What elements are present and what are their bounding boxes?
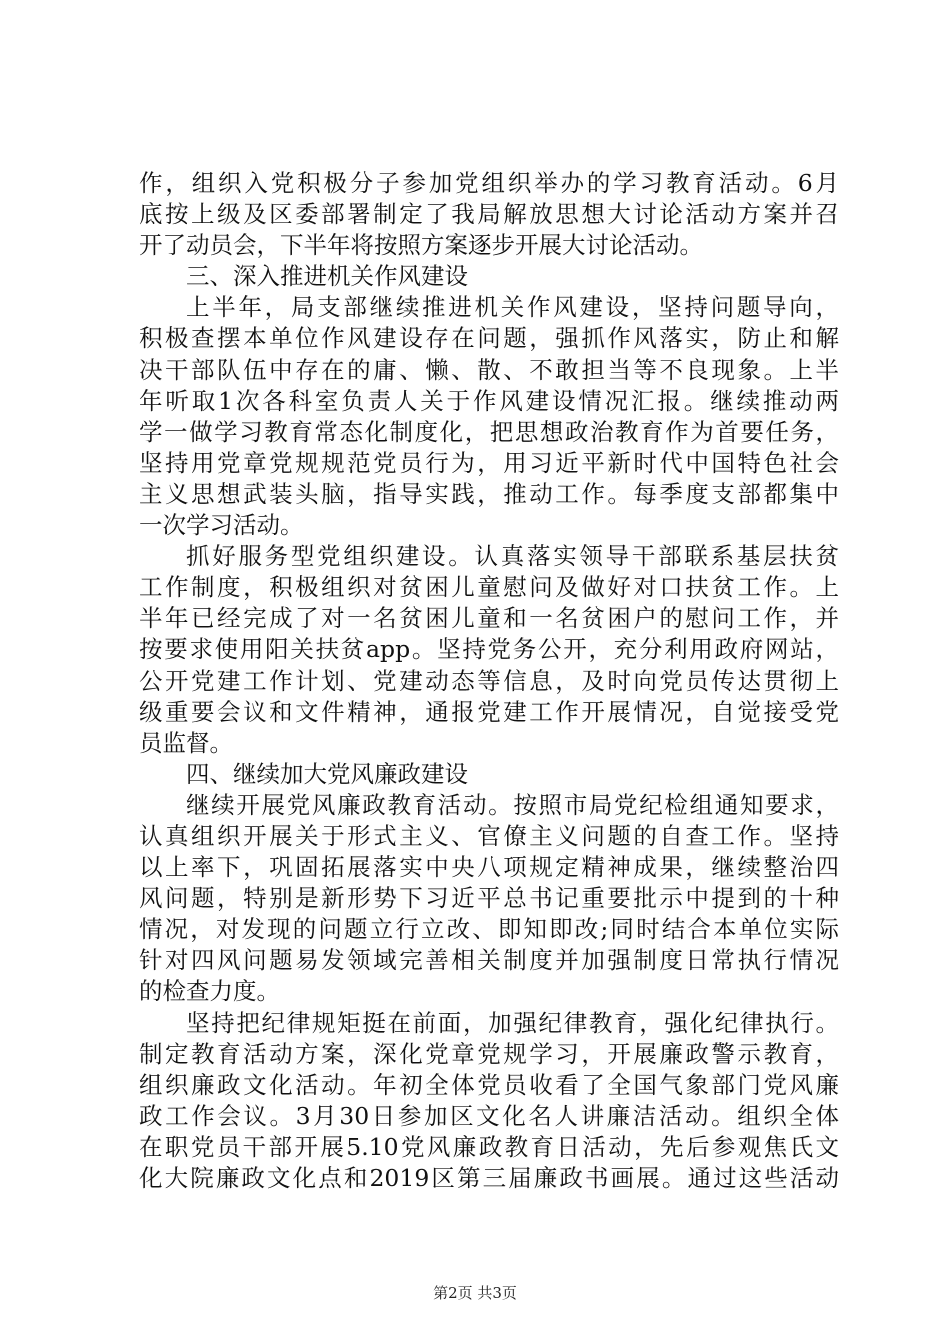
text-line: 抓好服务型党组织建设。认真落实领导干部联系基层扶贫 xyxy=(186,542,839,571)
text-line: 的检查力度。 xyxy=(139,977,280,1006)
text-line: 情况，对发现的问题立行立改、即知即改;同时结合本单位实际 xyxy=(139,915,839,944)
text-line: 以上率下，巩固拓展落实中央八项规定精神成果，继续整治四 xyxy=(139,853,839,882)
text-line: 在职党员干部开展5.10党风廉政教育日活动，先后参观焦氏文 xyxy=(139,1132,839,1161)
text-line: 化大院廉政文化点和2019区第三届廉政书画展。通过这些活动 xyxy=(139,1164,839,1192)
text-line: 风问题，特别是新形势下习近平总书记重要批示中提到的十种 xyxy=(139,884,839,913)
text-line: 决干部队伍中存在的庸、懒、散、不敢担当等不良现象。上半 xyxy=(139,355,839,384)
text-line: 主义思想武装头脑，指导实践，推动工作。每季度支部都集中 xyxy=(139,479,839,508)
text-line: 政工作会议。3月30日参加区文化名人讲廉洁活动。组织全体 xyxy=(139,1101,839,1130)
text-line: 员监督。 xyxy=(139,728,233,757)
text-line: 组织廉政文化活动。年初全体党员收看了全国气象部门党风廉 xyxy=(139,1070,839,1099)
paragraph xyxy=(139,292,839,541)
section-heading xyxy=(139,759,839,790)
paragraph xyxy=(139,1008,839,1195)
text-line: 年听取1次各科室负责人关于作风建设情况汇报。继续推动两 xyxy=(139,386,839,415)
text-line: 一次学习活动。 xyxy=(139,511,304,540)
paragraph xyxy=(139,790,839,1008)
text-line: 坚持把纪律规矩挺在前面，加强纪律教育，强化纪律执行。 xyxy=(186,1008,839,1037)
text-line: 级重要会议和文件精神，通报党建工作开展情况，自觉接受党 xyxy=(139,697,839,726)
text-line: 学一做学习教育常态化制度化，把思想政治教育作为首要任务， xyxy=(139,417,839,446)
text-line: 针对四风问题易发领域完善相关制度并加强制度日常执行情况 xyxy=(139,946,839,975)
text-line: 按要求使用阳关扶贫app。坚持党务公开，充分利用政府网站， xyxy=(139,635,839,664)
text-line: 积极查摆本单位作风建设存在问题，强抓作风落实，防止和解 xyxy=(139,324,839,353)
text-line: 作，组织入党积极分子参加党组织举办的学习教育活动。6月 xyxy=(139,169,839,197)
section-heading xyxy=(139,261,839,292)
text-line: 四、继续加大党风廉政建设 xyxy=(186,759,468,788)
paragraph xyxy=(139,541,839,759)
text-line: 公开党建工作计划、党建动态等信息，及时向党员传达贯彻上 xyxy=(139,666,839,695)
text-line: 工作制度，积极组织对贫困儿童慰问及做好对口扶贫工作。上 xyxy=(139,573,839,602)
text-line: 制定教育活动方案，深化党章党规学习，开展廉政警示教育， xyxy=(139,1039,839,1068)
text-line: 底按上级及区委部署制定了我局解放思想大讨论活动方案并召 xyxy=(139,200,839,229)
document-body xyxy=(139,168,839,1194)
text-line: 继续开展党风廉政教育活动。按照市局党纪检组通知要求， xyxy=(186,790,839,819)
text-line: 上半年，局支部继续推进机关作风建设，坚持问题导向， xyxy=(186,293,839,322)
text-line: 三、深入推进机关作风建设 xyxy=(186,262,468,291)
page-footer: 第2页 共3页 xyxy=(433,1284,517,1302)
text-line: 坚持用党章党规规范党员行为，用习近平新时代中国特色社会 xyxy=(139,448,839,477)
text-line: 开了动员会，下半年将按照方案逐步开展大讨论活动。 xyxy=(139,231,703,260)
paragraph xyxy=(139,168,839,261)
text-line: 半年已经完成了对一名贫困儿童和一名贫困户的慰问工作，并 xyxy=(139,604,839,633)
text-line: 认真组织开展关于形式主义、官僚主义问题的自查工作。坚持 xyxy=(139,821,839,850)
